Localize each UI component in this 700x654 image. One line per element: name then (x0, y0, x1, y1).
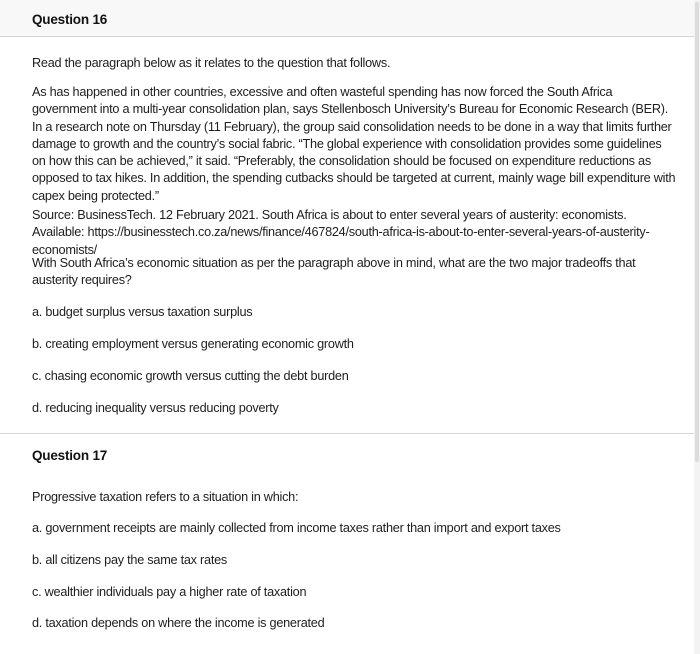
question-16-option-a[interactable]: a. budget surplus versus taxation surplus (32, 305, 253, 319)
header-divider (0, 36, 700, 37)
question-17-prompt: Progressive taxation refers to a situation in which: (32, 490, 299, 504)
scrollbar-thumb[interactable] (695, 2, 699, 462)
question-16-intro: Read the paragraph below as it relates to the question that follows. (32, 56, 391, 70)
question-16-prompt: With South Africa’s economic situation as per the paragraph above in mind, what are the two major tradeoffs that austerity requires? (32, 256, 636, 288)
question-17-option-b[interactable]: b. all citizens pay the same tax rates (32, 553, 228, 567)
question-17-title: Question 17 (32, 448, 108, 463)
question-16-title: Question 16 (32, 12, 108, 27)
question-16-source: Source: BusinessTech. 12 February 2021. South Africa is about to enter several years of austerity: economists. Available: https://businesstech.co.za/news/finance/467824/south-africa-is-about-to-enter-several-years-of-austerity-economists/ (32, 208, 650, 257)
question-separator (0, 433, 700, 434)
scrollbar-track[interactable] (694, 0, 700, 654)
question-16-option-b[interactable]: b. creating employment versus generating economic growth (32, 337, 354, 351)
question-16-paragraph: As has happened in other countries, excessive and often wasteful spending has now forced the South Africa government into a multi-year consolidation plan, says Stellenbosch University’s Bureau for Economic Research (BER). In a research note on Thursday (11 February), the group said consolidation needs to be done in a way that limits further damage to growth and the country’s social fabric. “The global experience with consolidation provides some guidelines on how this can be achieved,” it said. “Preferably, the consolidation should be focused on expenditure reductions as opposed to tax hikes. In addition, the spending cutbacks should be targeted at current, mainly wage bill expenditure with capex being protected.” (32, 85, 676, 203)
question-17-option-a[interactable]: a. government receipts are mainly collected from income taxes rather than import and export taxes (32, 521, 561, 535)
question-17-option-d[interactable]: d. taxation depends on where the income is generated (32, 616, 325, 630)
question-16-option-d[interactable]: d. reducing inequality versus reducing poverty (32, 401, 279, 415)
question-17-option-c[interactable]: c. wealthier individuals pay a higher rate of taxation (32, 585, 307, 599)
question-16-option-c[interactable]: c. chasing economic growth versus cutting the debt burden (32, 369, 349, 383)
